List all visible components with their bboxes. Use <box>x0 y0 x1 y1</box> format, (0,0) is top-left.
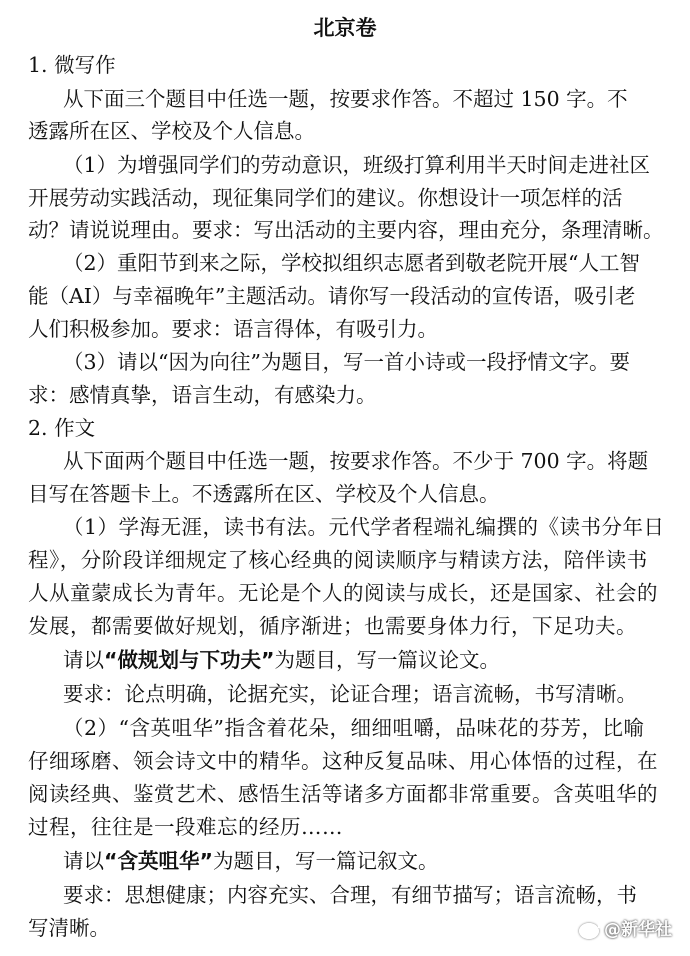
topic1-line: 发展，都需要做好规划，循序渐进；也需要身体力行，下足功夫。 <box>28 614 637 638</box>
topic2-requirements: 写清晰。 <box>28 916 110 940</box>
section2-intro-line: 从下面两个题目中任选一题，按要求作答。不少于 700 字。将题 <box>63 449 649 473</box>
q1-line: （1）为增强同学们的劳动意识，班级打算利用半天时间走进社区 <box>63 153 651 177</box>
topic1-requirements: 要求：论点明确，论据充实，论证合理；语言流畅，书写清晰。 <box>63 682 637 706</box>
topic2-line: 过程，往往是一段难忘的经历…… <box>28 815 343 839</box>
essay-title: “做规划与下功夫” <box>104 648 275 672</box>
prompt-prefix: 请以 <box>63 648 104 672</box>
topic2-line: 阅读经典、鉴赏艺术、感悟生活等诸多方面都非常重要。含英咀华的 <box>28 782 658 806</box>
q2-line: （2）重阳节到来之际，学校拟组织志愿者到敬老院开展“人工智 <box>63 251 641 275</box>
q3-line: 求：感情真挚，语言生动，有感染力。 <box>28 383 377 407</box>
topic1-line: 程》，分阶段详细规定了核心经典的阅读顺序与精读方法，陪伴读书 <box>28 548 648 572</box>
topic2-line: 仔细琢磨、领会诗文中的精华。这种反复品味、用心体悟的过程，在 <box>28 749 658 773</box>
topic2-requirements: 要求：思想健康；内容充实、合理，有细节描写；语言流畅，书 <box>63 883 637 907</box>
prompt-suffix: 为题目，写一篇记叙文。 <box>212 849 439 873</box>
watermark <box>578 915 672 940</box>
weibo-logo-icon <box>578 919 600 937</box>
section1-intro-line: 透露所在区、学校及个人信息。 <box>28 119 315 143</box>
q2-line: 人们积极参加。要求：语言得体，有吸引力。 <box>28 317 438 341</box>
section2-heading: 2. 作文 <box>28 416 96 440</box>
watermark-text: @新华社 <box>604 920 672 940</box>
section1-intro-line: 从下面三个题目中任选一题，按要求作答。不超过 150 字。不 <box>63 87 628 111</box>
page-title: 北京卷 <box>313 16 377 40</box>
q3-line: （3）请以“因为向往”为题目，写一首小诗或一段抒情文字。要 <box>63 350 631 374</box>
q2-line: 能（AI）与幸福晚年”主题活动。请你写一段活动的宣传语，吸引老 <box>28 284 636 308</box>
prompt-prefix: 请以 <box>63 849 104 873</box>
topic1-line: 人从童蒙成长为青年。无论是个人的阅读与成长，还是国家、社会的 <box>28 581 658 605</box>
topic2-line: （2）“含英咀华”指含着花朵，细细咀嚼，品味花的芬芳，比喻 <box>63 716 645 740</box>
topic1-line: （1）学海无涯，读书有法。元代学者程端礼编撰的《读书分年日 <box>63 515 665 539</box>
section1-heading: 1. 微写作 <box>28 53 116 77</box>
q1-line: 动？请说说理由。要求：写出活动的主要内容，理由充分，条理清晰。 <box>28 218 664 242</box>
section2-intro-line: 目写在答题卡上。不透露所在区、学校及个人信息。 <box>28 482 500 506</box>
topic1-prompt <box>63 645 690 675</box>
essay-title: “含英咀华” <box>104 849 213 873</box>
q1-line: 开展劳动实践活动，现征集同学们的建议。你想设计一项怎样的活 <box>28 186 623 210</box>
prompt-suffix: 为题目，写一篇议论文。 <box>274 648 500 672</box>
topic2-prompt <box>63 846 690 876</box>
